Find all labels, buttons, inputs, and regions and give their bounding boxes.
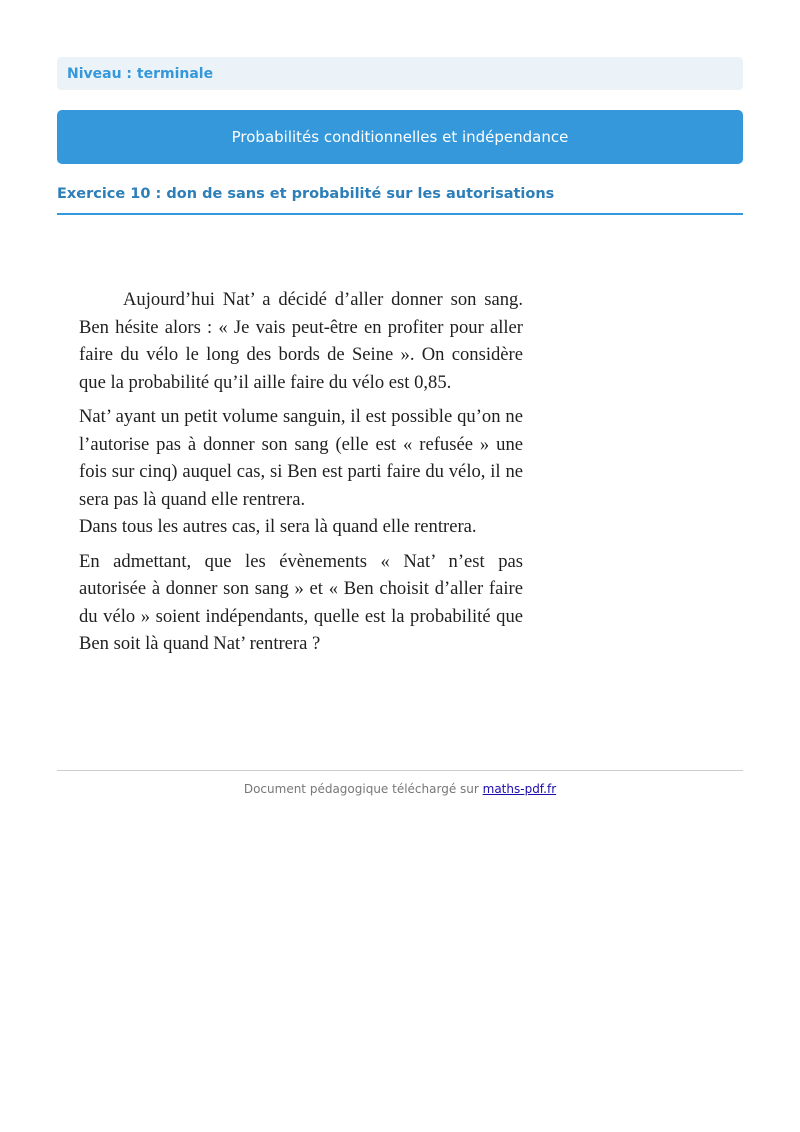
exercise-statement bbox=[79, 286, 523, 665]
footer-text: Document pédagogique téléchargé sur bbox=[243, 782, 483, 796]
level-label: Niveau : terminale bbox=[67, 65, 214, 82]
exercise-paragraph: Nat’ ayant un petit volume sanguin, il est possible qu’on ne l’autorise pas à donner son sang (elle est « refusée » une fois sur cinq) auquel cas, si Ben est parti faire du vélo, il ne sera pas là quand elle rentrera. bbox=[79, 406, 523, 510]
level-bar bbox=[57, 57, 743, 90]
footer-link[interactable]: maths-pdf.fr bbox=[482, 782, 557, 796]
chapter-title: Probabilités conditionnelles et indépendance bbox=[231, 128, 569, 146]
exercise-paragraph: Aujourd’hui Nat’ a décidé d’aller donner son sang. Ben hésite alors : « Je vais peut-être en profiter pour aller faire du vélo le long des bords de Seine ». On considère que la probabilité qu’il aille faire du vélo est 0,85. bbox=[79, 289, 523, 393]
exercise-paragraph: Dans tous les autres cas, il sera là quand elle rentrera. bbox=[79, 516, 477, 537]
footer-divider bbox=[57, 770, 743, 771]
exercise-paragraph: En admettant, que les évènements « Nat’ n’est pas autorisée à donner son sang » et « Ben choisit d’aller faire du vélo » soient indépendants, quelle est la probabilité que Ben soit là quand Nat’ rentrera ? bbox=[79, 550, 523, 654]
exercise-title: Exercice 10 : don de sans et probabilité sur les autorisations bbox=[57, 186, 743, 215]
chapter-banner bbox=[57, 110, 743, 164]
footer bbox=[57, 782, 743, 796]
